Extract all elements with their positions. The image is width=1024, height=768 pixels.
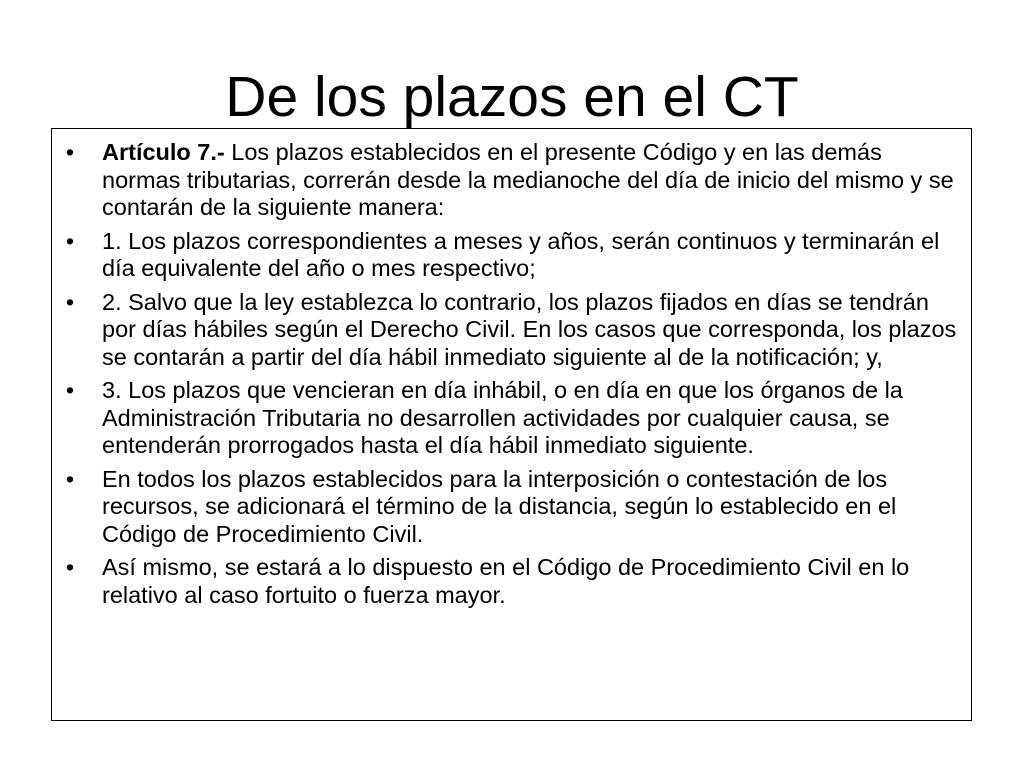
bullet-item-2 (52, 289, 971, 372)
content-box (51, 128, 972, 721)
bullet-icon: • (65, 139, 75, 165)
bullet-list (52, 139, 971, 615)
bullet-icon: • (65, 554, 75, 580)
bullet-item-caso-fortuito (52, 554, 971, 609)
bullet-icon: • (65, 465, 75, 492)
bullet-text: Así mismo, se estará a lo dispuesto en el Código de Procedimiento Civil en lo relativo al caso fortuito o fuerza mayor. (102, 554, 910, 608)
bullet-icon: • (65, 227, 75, 254)
bullet-text: 2. Salvo que la ley establezca lo contrario, los plazos fijados en días se tendrán por días hábiles según el Derecho Civil. En los casos que corresponda, los plazos se contarán a partir del día hábil inmediato siguiente al de la notificación; y, (102, 288, 957, 370)
bullet-icon: • (65, 377, 75, 403)
bullet-icon: • (65, 288, 75, 315)
bullet-text: 1. Los plazos correspondientes a meses y años, serán continuos y terminarán el día equivalente del año o mes respectivo; (102, 227, 940, 281)
bullet-item-recursos (52, 466, 971, 549)
bullet-text: Los plazos establecidos en el presente Código y en las demás normas tributarias, correrán desde la medianoche del día de inicio del mismo y se contarán de la siguiente manera: (102, 139, 954, 220)
bullet-item-articulo-7 (52, 139, 971, 222)
slide-title: De los plazos en el CT (225, 65, 799, 129)
bullet-item-1 (52, 228, 971, 283)
bullet-text: 3. Los plazos que vencieran en día inhábil, o en día en que los órganos de la Administración Tributaria no desarrollen actividades por cualquier causa, se entenderán prorrogados hasta el día hábil inmediato siguiente. (102, 377, 903, 458)
bullet-item-3 (52, 377, 971, 460)
bullet-text: En todos los plazos establecidos para la interposición o contestación de los recursos, se adicionará el término de la distancia, según lo establecido en el Código de Procedimiento Civil. (102, 465, 897, 547)
article-heading: Artículo 7.- (102, 139, 225, 165)
